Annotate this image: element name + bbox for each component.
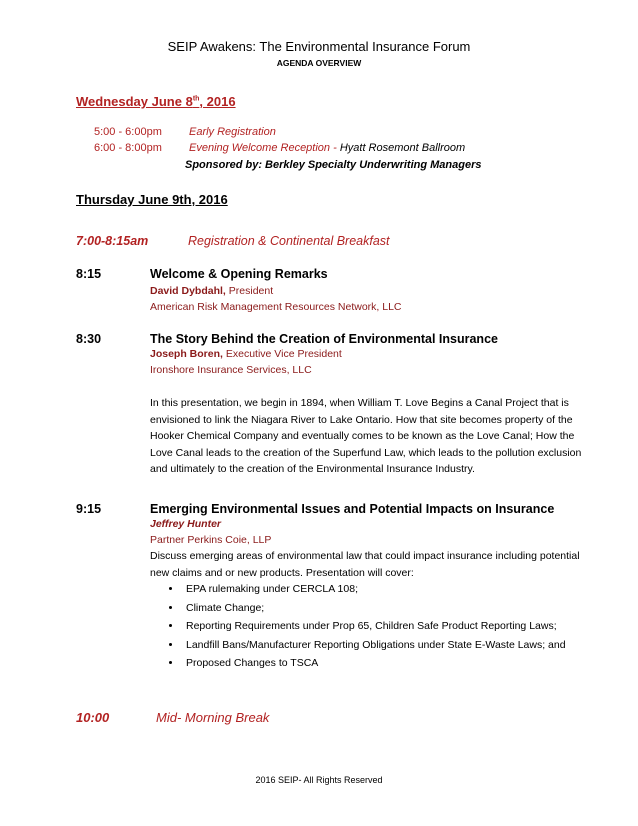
session-speaker: David Dybdahl, [150, 285, 226, 297]
page-subtitle: AGENDA OVERVIEW [276, 58, 362, 68]
bullet-list [150, 580, 622, 673]
break-title: Mid- Morning Break [156, 710, 270, 725]
session-speaker: Jeffrey Hunter [150, 518, 221, 530]
day1-item-time: 6:00 - 8:00pm [94, 142, 162, 154]
list-item: • Landfill Bans/Manufacturer Reporting Obligations under State E-Waste Laws; and [182, 636, 606, 655]
day1-item-time: 5:00 - 6:00pm [94, 126, 162, 138]
session-org: American Risk Management Resources Network, LLC [150, 301, 402, 313]
list-item: • Proposed Changes to TSCA [182, 654, 622, 673]
session-time: 9:15 [76, 502, 102, 516]
session-role: Executive Vice President [222, 348, 342, 360]
session-time: 8:15 [76, 267, 102, 281]
day1-sup: th [192, 95, 200, 103]
session-title: The Story Behind the Creation of Environmental Insurance [150, 332, 498, 346]
session-title: Welcome & Opening Remarks [150, 267, 328, 281]
list-item: • Reporting Requirements under Prop 65, Children Safe Product Reporting Laws; [182, 617, 622, 636]
session-speaker-line [150, 285, 273, 297]
session-org: Ironshore Insurance Services, LLC [150, 364, 312, 376]
day1-item-title: Evening Welcome Reception - [189, 142, 340, 154]
session-title: Emerging Environmental Issues and Potential Impacts on Insurance [150, 502, 555, 516]
session-time: 8:30 [76, 332, 102, 346]
registration-title: Registration & Continental Breakfast [188, 234, 390, 248]
session-speaker: Joseph Boren, [150, 348, 223, 360]
session-role: President [225, 285, 274, 297]
day1-item-title: Early Registration [189, 126, 276, 138]
registration-time: 7:00-8:15am [76, 234, 149, 248]
session-description: Discuss emerging areas of environmental law that could impact insurance including potential new claims and or new products. Presentation will cover: [150, 550, 580, 579]
day1-label: Wednesday June 8 [76, 94, 193, 109]
break-time: 10:00 [76, 710, 110, 725]
day1-year: , 2016 [199, 94, 236, 109]
day1-sponsor: Sponsored by: Berkley Specialty Underwriting Managers [185, 159, 482, 171]
day2-heading: Thursday June 9th, 2016 [76, 192, 228, 207]
day1-heading [76, 94, 236, 109]
list-item: • EPA rulemaking under CERCLA 108; [182, 580, 622, 599]
list-item: • Climate Change; [182, 599, 622, 618]
day1-item-location: Hyatt Rosemont Ballroom [339, 142, 466, 154]
page-title: SEIP Awakens: The Environmental Insurance Forum [167, 39, 471, 54]
session-description: In this presentation, we begin in 1894, when William T. Love Begins a Canal Project that is envisioned to link the Niagara River to Lake Ontario. How that site becomes property of the Hooker Chemical Company and eventually comes to be known as the Love Canal; How the Love Canal leads to the creation of the Superfund Law, which leads to the pollution exclusion and ultimately to the creation of the Environmental Insurance Industry. [150, 397, 582, 476]
session-speaker-line [150, 348, 342, 360]
session-org: Partner Perkins Coie, LLP [150, 534, 272, 546]
day1-item-row [189, 142, 465, 154]
footer: 2016 SEIP- All Rights Reserved [255, 775, 383, 785]
